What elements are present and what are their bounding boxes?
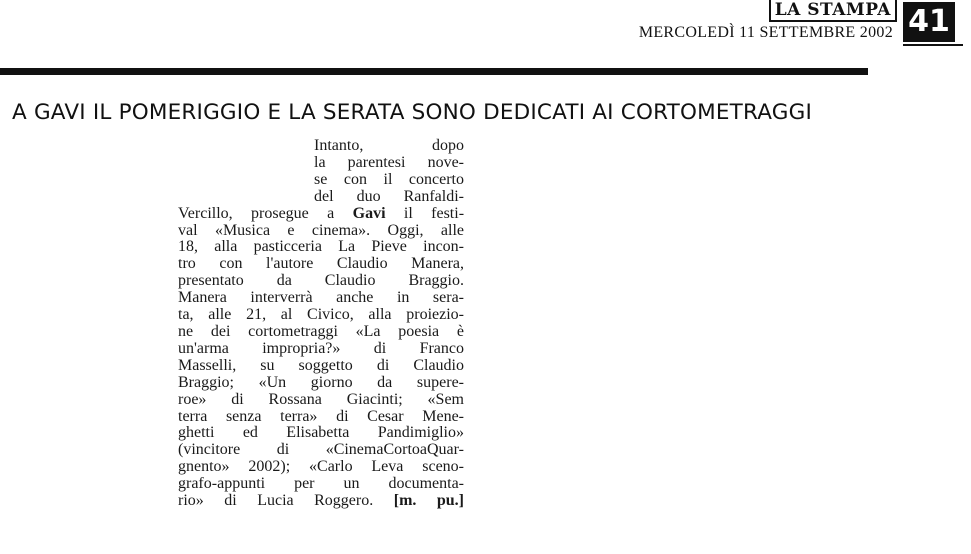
article-line: Braggio; «Un giorno da supere- [178, 373, 464, 391]
article-headline: A GAVI IL POMERIGGIO E LA SERATA SONO DEDICATI AI CORTOMETRAGGI [12, 100, 813, 125]
article-line: un'arma impropria?» di Franco [178, 339, 464, 357]
article-line: roe» di Rossana Giacinti; «Sem [178, 390, 464, 408]
article-line: presentato da Claudio Braggio. [178, 272, 464, 290]
article-body [178, 138, 464, 510]
article-line: Vercillo, prosegue a Gavi il festi- [178, 204, 465, 222]
newspaper-logo: LA STAMPA [769, 0, 897, 22]
article-line: se con il concerto [314, 170, 464, 188]
article-line: ta, alle 21, al Civico, alla proiezio- [178, 306, 464, 324]
article-line: Masselli, su soggetto di Claudio [178, 356, 464, 374]
place-name-bold: Gavi [352, 204, 386, 222]
issue-date: MERCOLEDÌ 11 SETTEMBRE 2002 [638, 24, 893, 41]
article-line: ghetti ed Elisabetta Pandimiglio» [178, 424, 464, 442]
article-line: gnento» 2002); «Carlo Leva sceno- [178, 458, 464, 476]
article-line: grafo-appunti per un documenta- [178, 475, 464, 493]
article-line: ne dei cortometraggi «La poesia è [178, 322, 464, 340]
article-line: Manera interverrà anche in sera- [178, 289, 464, 307]
masthead-underline [903, 44, 963, 46]
article-line: del duo Ranfaldi- [314, 187, 464, 205]
article-line: terra senza terra» di Cesar Mene- [178, 407, 464, 425]
author-initials: [m. pu.] [393, 492, 465, 510]
article-line: (vincitore di «CinemaCortoaQuar- [178, 441, 464, 459]
masthead [603, 0, 963, 46]
article-line: Intanto, dopo [314, 137, 464, 154]
article-line: la parentesi nove- [314, 153, 464, 171]
article-line: 18, alla pasticceria La Pieve incon- [178, 238, 464, 256]
article-line: rio» di Lucia Roggero. [m. pu.] [178, 492, 465, 510]
page-number: 41 [903, 2, 955, 42]
article-line: tro con l'autore Claudio Manera, [178, 255, 464, 273]
section-rule [0, 68, 868, 75]
article-line: val «Musica e cinema». Oggi, alle [178, 221, 464, 239]
